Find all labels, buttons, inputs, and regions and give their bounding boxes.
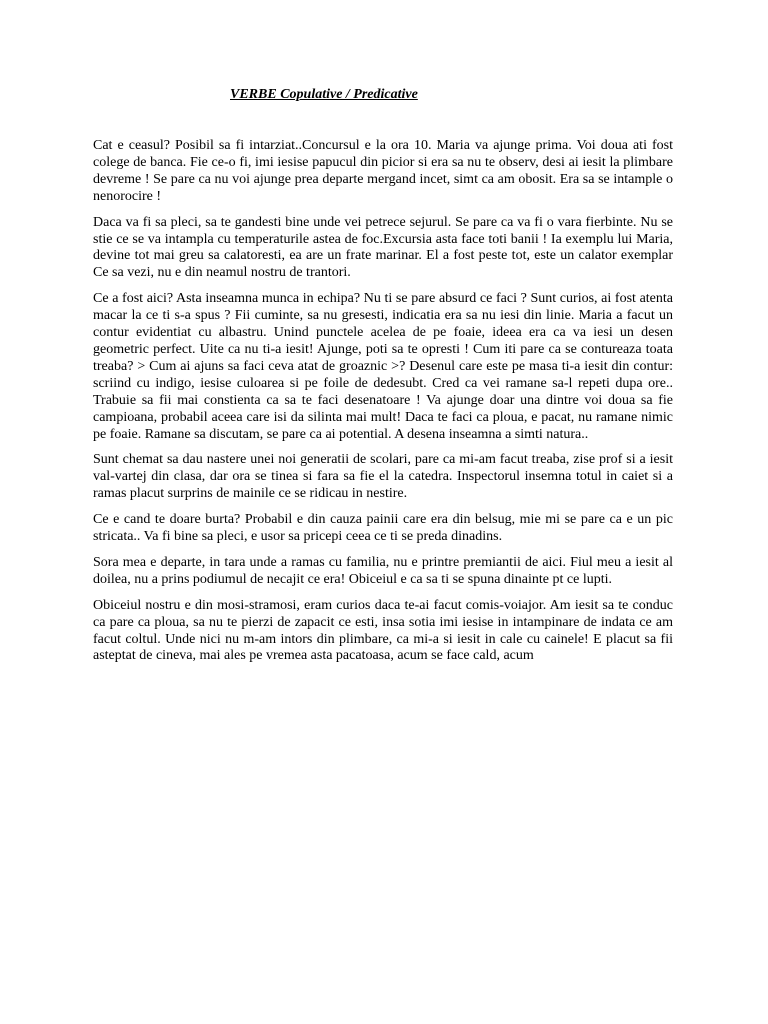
paragraph-1: Cat e ceasul? Posibil sa fi intarziat..Concursul e la ora 10. Maria va ajunge prima. Voi doua ati fost colege de banca. Fie ce-o fi, imi iesise papucul din picior si era sa nu te observ, desi ai iesit la plimbare devreme ! Se pare ca nu voi ajunge prea departe mergand incet, simt ca am obosit. Era sa se intample o nenorocire ! (93, 138, 673, 204)
paragraph-7: Obiceiul nostru e din mosi-stramosi, eram curios daca te-ai facut comis-voiajor. Am iesit sa te conduc ca pare ca ploua, sa nu te pierzi de zapacit ce esti, insa sotia imi iesise in intampinare de indata ce am facut coltul. Unde nici nu m-am intors din plimbare, ca mi-a si iesit in cale cu cainele! E placut sa fii asteptat de cineva, mai ales pe vremea asta pacatoasa, acum se face cald, acum (93, 597, 673, 664)
document-body (93, 138, 673, 665)
paragraph-2: Daca va fi sa pleci, sa te gandesti bine unde vei petrece sejurul. Se pare ca va fi o vara fierbinte. Nu se stie ce se va intampla cu temperaturile astea de foc.Excursia asta face toti banii ! Ia exemplu lui Maria, devine tot mai greu sa calatoresti, ea are un frate marinar. El a fost peste tot, este un calator exemplar Ce sa vezi, nu e din neamul nostru de trantori. (93, 214, 673, 281)
paragraph-4: Sunt chemat sa dau nastere unei noi generatii de scolari, pare ca mi-am facut treaba, zise prof si a iesit val-vartej din clasa, dar ora se tinea si fara sa fie el la catedra. Inspectorul insemna totul in caiet si a ramas placut surprins de mainile ce se ridicau in nestire. (93, 452, 673, 502)
paragraph-5: Ce e cand te doare burta? Probabil e din cauza painii care era din belsug, mie mi se pare ca e un pic stricata.. Va fi bine sa pleci, e usor sa pricepi ceea ce ti se preda dinadins. (93, 512, 673, 545)
paragraph-3: Ce a fost aici? Asta inseamna munca in echipa? Nu ti se pare absurd ce faci ? Sunt curios, ai fost atenta macar la ce ti s-a spus ? Fii cuminte, sa nu gresesti, indicatia era sa nu iesi din linie. Maria a facut un contur evidentiat cu albastru. Unind punctele acelea de pe foaie, ideea era ca va iesi un desen geometric perfect. Uite ca nu ti-a iesit! Ajunge, poti sa te opresti ! Cum iti pare ca se contureaza toata treaba? > Cum ai ajuns sa faci ceva atat de groaznic >? Desenul care este pe masa ti-a iesit din contur: scriind cu indigo, iesise culoarea si pe foile de dedesubt. Cred ca vei ramane sa-l repeti dupa ore.. Trabuie sa fii mai constienta ca sa te faci desenatoare ! Va ajunge doar una dintre voi doua sa fie campioana, probabil aceea care isi da silinta mai mult! Daca te faci ca ploua, e pacat, nu ramane nimic pe foaie. Ramane sa discutam, se pare ca ai potential. A desena inseamna a simti natura.. (93, 291, 673, 442)
document-title: VERBE Copulative / Predicative (230, 87, 418, 102)
paragraph-6: Sora mea e departe, in tara unde a ramas cu familia, nu e printre premiantii de aici. Fiul meu a iesit al doilea, nu a prins podiumul de necajit ce era! Obiceiul e ca sa ti se spuna dinainte pt ce lupti. (93, 554, 673, 587)
